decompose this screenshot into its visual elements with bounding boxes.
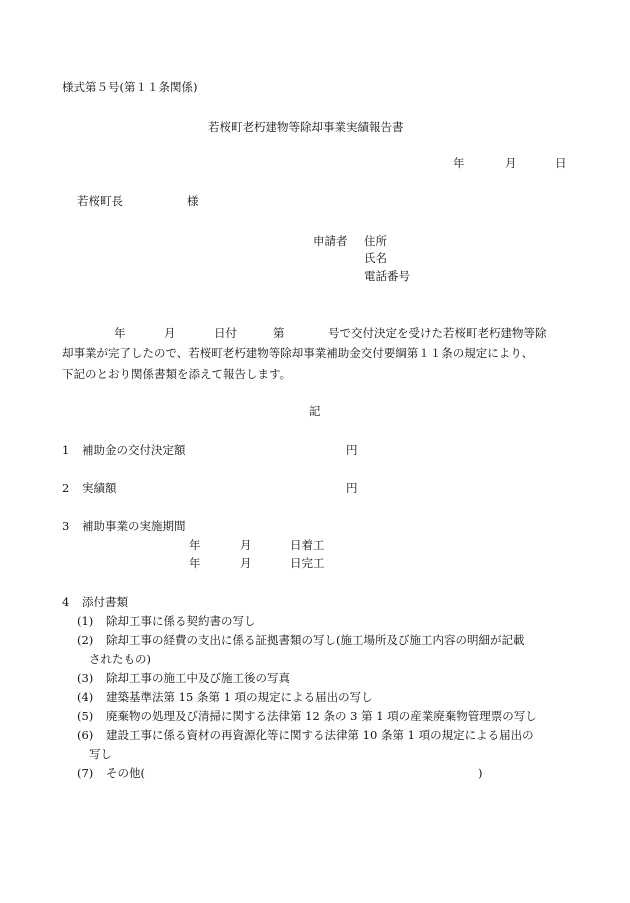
attachment-1-text: 除却工事に係る契約書の写し: [106, 614, 256, 628]
item3-number: 3: [62, 519, 70, 533]
date-month-label: 月: [505, 156, 517, 170]
document-title: 若桜町老朽建物等除却事業実績報告書: [208, 120, 404, 134]
item4-label: 添付書類: [82, 595, 128, 609]
item3-start-day: 日着工: [290, 538, 325, 552]
ki-heading: 記: [309, 404, 321, 418]
body-year-label: 年: [114, 326, 126, 340]
item3-end-day: 日完工: [290, 556, 325, 570]
form-number: 様式第５号(第１１条関係): [62, 80, 198, 94]
addressee-honorific: 様: [187, 194, 199, 208]
applicant-name-label: 氏名: [364, 251, 387, 265]
attachment-4-number: (4): [77, 690, 94, 704]
attachment-6-text: 建設工事に係る資材の再資源化等に関する法律第 10 条第 1 項の規定による届出の: [106, 728, 534, 742]
body-no-label: 第: [273, 326, 285, 340]
attachment-5-number: (5): [77, 709, 94, 723]
item4-number: 4: [62, 595, 70, 609]
date-year-label: 年: [453, 156, 465, 170]
attachment-6-number: (6): [77, 728, 94, 742]
attachment-7-close-paren: ): [478, 766, 483, 780]
item3-end-year: 年: [189, 556, 201, 570]
attachment-3-number: (3): [77, 671, 94, 685]
item3-end-month: 月: [240, 556, 252, 570]
item2-number: 2: [62, 481, 70, 495]
body-day-label: 日付: [214, 326, 237, 340]
body-line1: 号で交付決定を受けた若桜町老朽建物等除: [328, 326, 547, 340]
addressee-name: 若桜町長: [77, 194, 123, 208]
item2-unit: 円: [346, 481, 358, 495]
attachment-5-text: 廃棄物の処理及び清掃に関する法律第 12 条の 3 第 1 項の産業廃棄物管理票の写し: [106, 709, 537, 723]
item2-label: 実績額: [82, 481, 117, 495]
attachment-2-number: (2): [77, 633, 94, 647]
body-line3: 下記のとおり関係書類を添えて報告します。: [62, 367, 292, 381]
attachment-3-text: 除却工事の施工中及び施工後の写真: [106, 671, 290, 685]
item3-start-year: 年: [189, 538, 201, 552]
item1-number: 1: [62, 443, 70, 457]
attachment-2-continuation: されたもの): [89, 652, 151, 666]
body-month-label: 月: [164, 326, 176, 340]
date-day-label: 日: [555, 156, 567, 170]
item3-start-month: 月: [240, 538, 252, 552]
item3-label: 補助事業の実施期間: [82, 519, 186, 533]
attachment-7-number: (7): [77, 766, 94, 780]
item1-label: 補助金の交付決定額: [82, 443, 186, 457]
attachment-6-continuation: 写し: [89, 747, 112, 761]
attachment-7-text: その他(: [106, 766, 145, 780]
applicant-phone-label: 電話番号: [364, 269, 410, 283]
item1-unit: 円: [346, 443, 358, 457]
attachment-4-text: 建築基準法第 15 条第 1 項の規定による届出の写し: [106, 690, 373, 704]
applicant-label: 申請者: [313, 234, 348, 248]
body-line2: 却事業が完了したので、若桜町老朽建物等除却事業補助金交付要綱第１１条の規定により、: [62, 346, 534, 360]
attachment-1-number: (1): [77, 614, 94, 628]
applicant-address-label: 住所: [364, 234, 387, 248]
attachment-2-text: 除却工事の経費の支出に係る証拠書類の写し(施工場所及び施工内容の明細が記載: [106, 633, 525, 647]
